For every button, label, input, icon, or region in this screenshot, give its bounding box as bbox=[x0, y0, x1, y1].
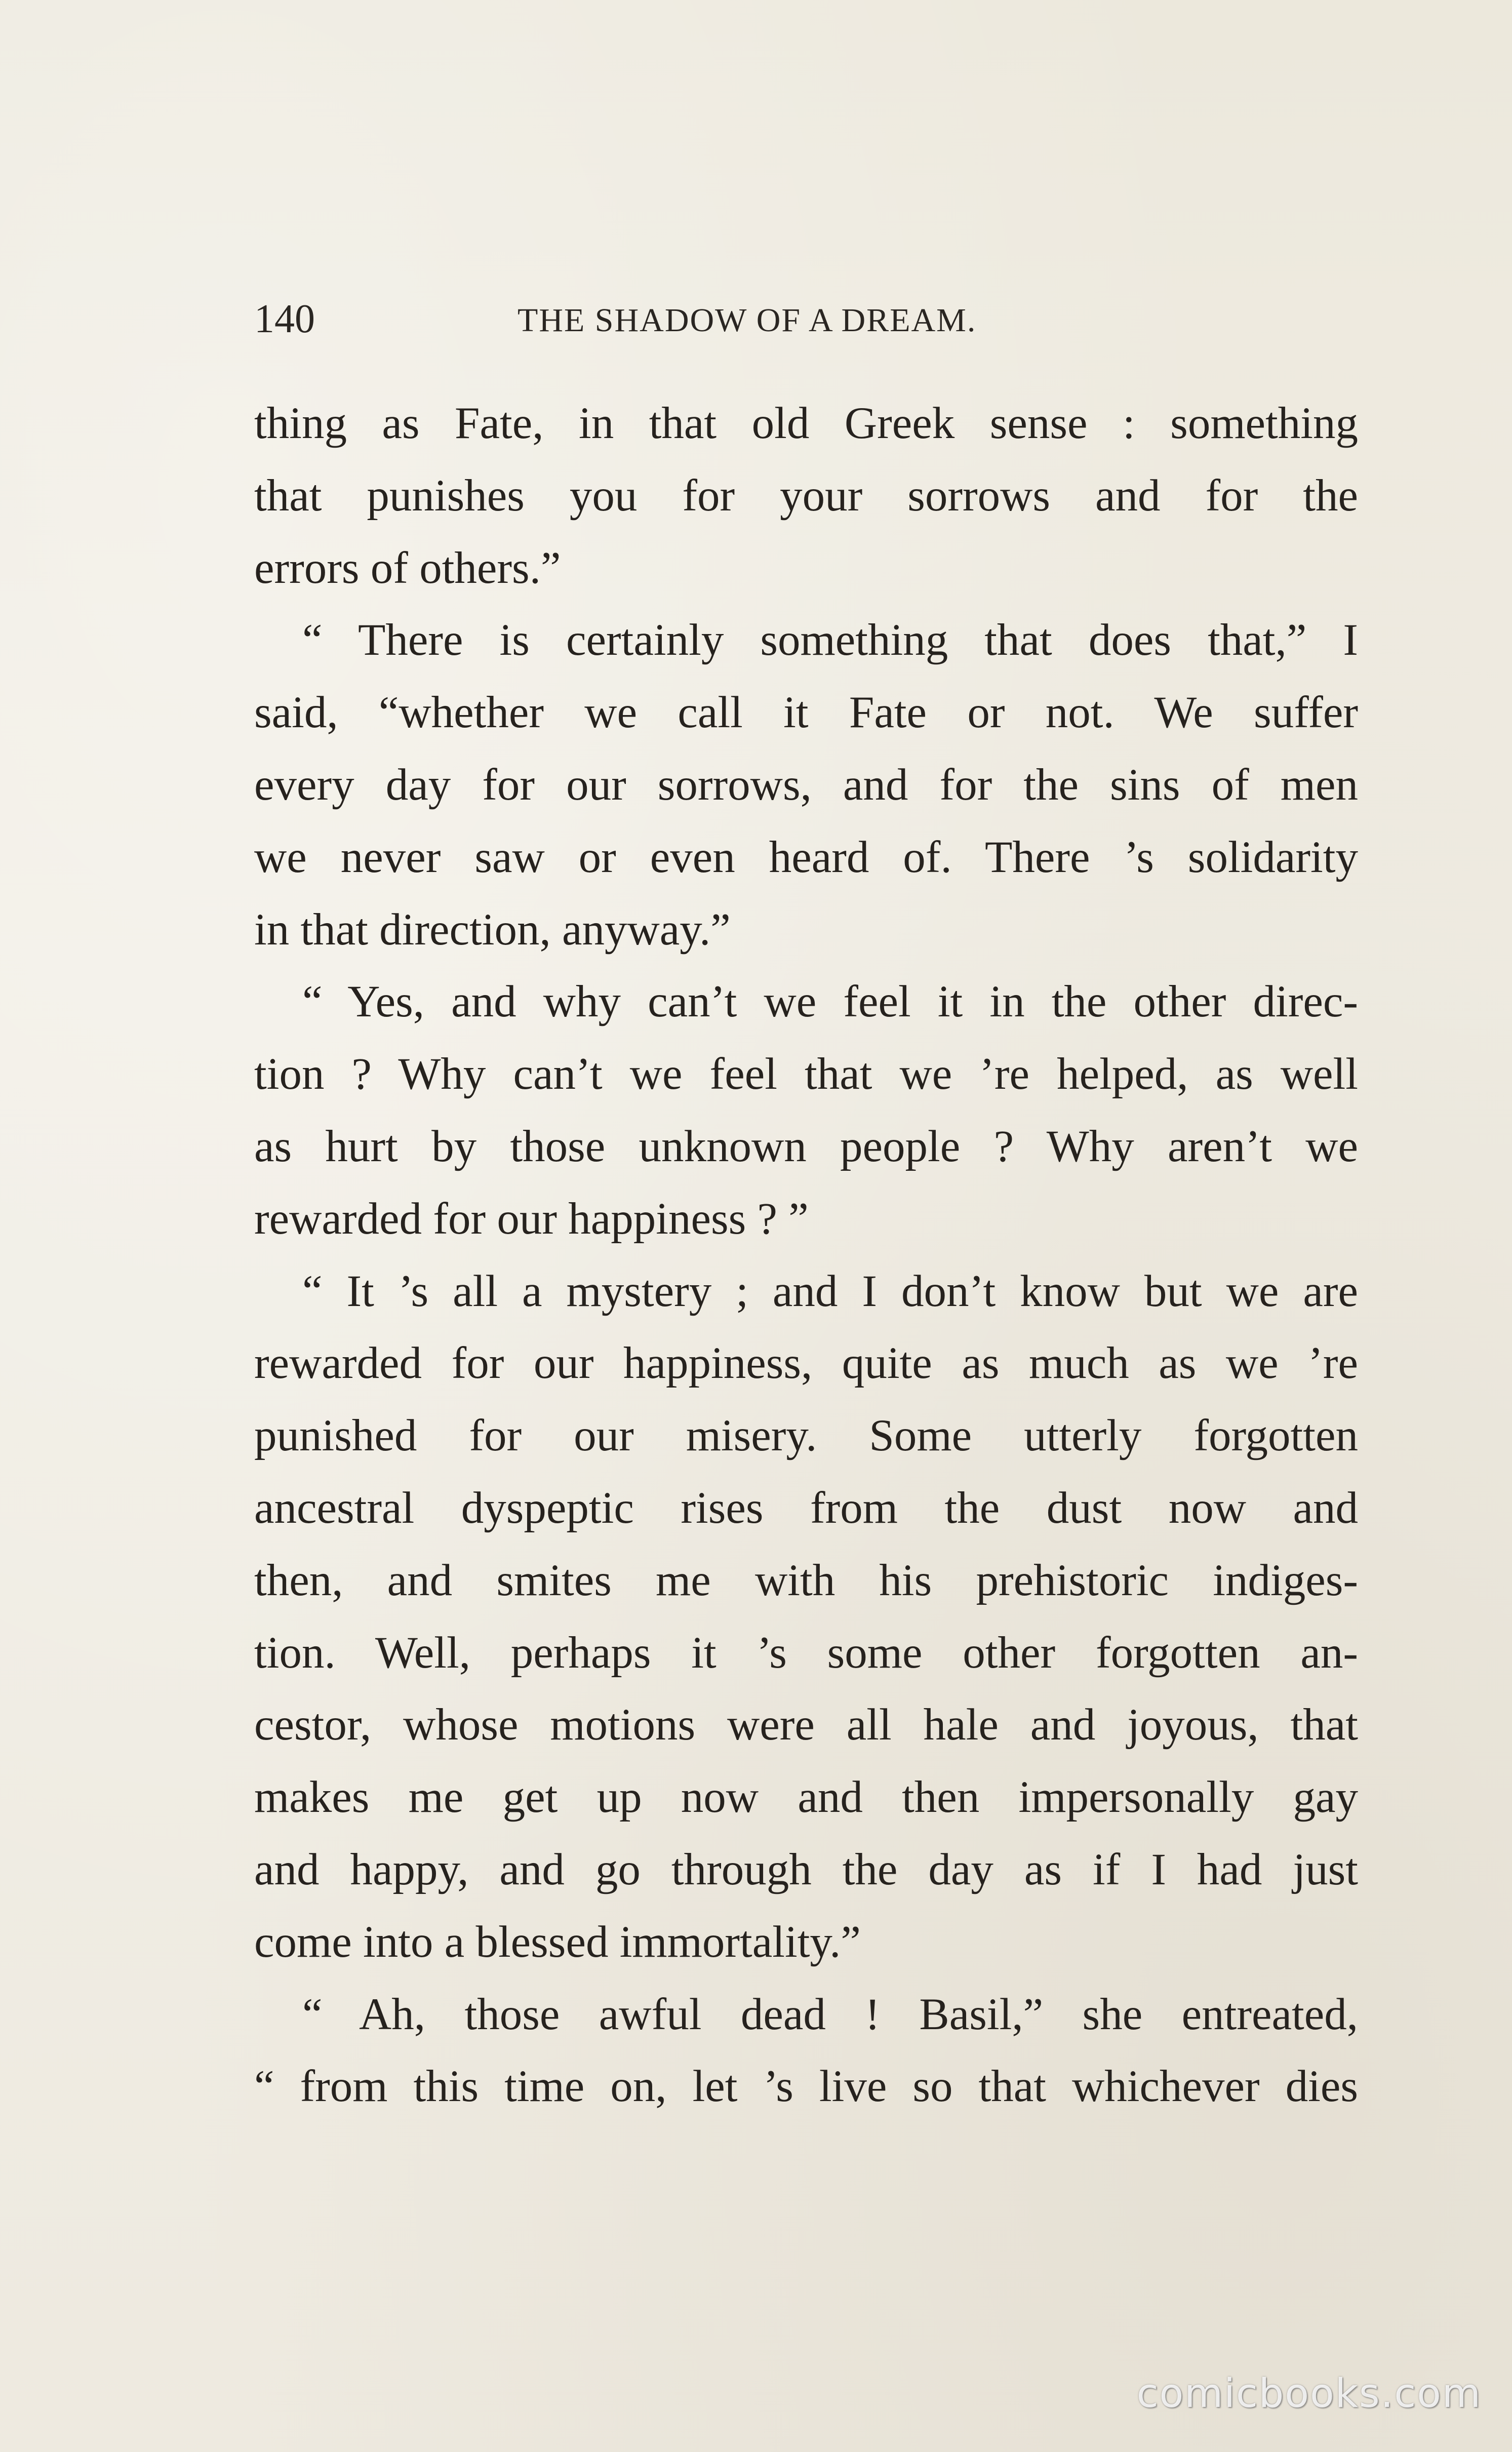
text-line: “ It ’s all a mystery ; and I don’t know but we are bbox=[302, 1266, 1358, 1316]
text-line: cestor, whose motions were all hale and joyous, that bbox=[254, 1700, 1358, 1750]
text-line: punished for our misery. Some utterly forgotten bbox=[254, 1411, 1358, 1461]
page-number: 140 bbox=[254, 297, 315, 341]
text-line: and happy, and go through the day as if I had just bbox=[254, 1844, 1358, 1894]
body-text bbox=[254, 387, 1358, 2123]
watermark: comicbooks.com bbox=[1136, 2371, 1482, 2417]
text-line: every day for our sorrows, and for the sins of men bbox=[254, 760, 1358, 810]
text-line: rewarded for our happiness, quite as much as we ’re bbox=[254, 1338, 1358, 1389]
text-line: then, and smites me with his prehistoric indiges- bbox=[254, 1555, 1358, 1605]
text-line: “ Ah, those awful dead ! Basil,” she entreated, bbox=[302, 1989, 1358, 2039]
text-line: we never saw or even heard of. There ’s solidarity bbox=[254, 832, 1358, 882]
text-line: makes me get up now and then impersonally gay bbox=[254, 1772, 1358, 1823]
text-line: in that direction, anyway.” bbox=[254, 904, 731, 955]
text-line: come into a blessed immortality.” bbox=[254, 1917, 861, 1967]
text-line: tion ? Why can’t we feel that we ’re helped, as well bbox=[254, 1049, 1358, 1099]
text-line: “ from this time on, let ’s live so that whichever dies bbox=[254, 2062, 1358, 2112]
running-head: THE SHADOW OF A DREAM. bbox=[518, 302, 977, 339]
text-line: errors of others.” bbox=[254, 543, 561, 593]
text-line: rewarded for our happiness ? ” bbox=[254, 1194, 809, 1244]
page-header bbox=[254, 296, 1358, 342]
text-line: thing as Fate, in that old Greek sense : something bbox=[254, 399, 1358, 448]
text-line: said, “whether we call it Fate or not. We suffer bbox=[254, 688, 1358, 738]
text-line: ancestral dyspeptic rises from the dust now and bbox=[254, 1483, 1358, 1533]
text-line: tion. Well, perhaps it ’s some other forgotten an- bbox=[254, 1628, 1358, 1678]
text-line: “ Yes, and why can’t we feel it in the other direc- bbox=[302, 977, 1358, 1027]
text-line: that punishes you for your sorrows and for the bbox=[254, 470, 1358, 521]
text-line: “ There is certainly something that does that,” I bbox=[302, 615, 1358, 665]
text-line: as hurt by those unknown people ? Why aren’t we bbox=[254, 1121, 1358, 1171]
